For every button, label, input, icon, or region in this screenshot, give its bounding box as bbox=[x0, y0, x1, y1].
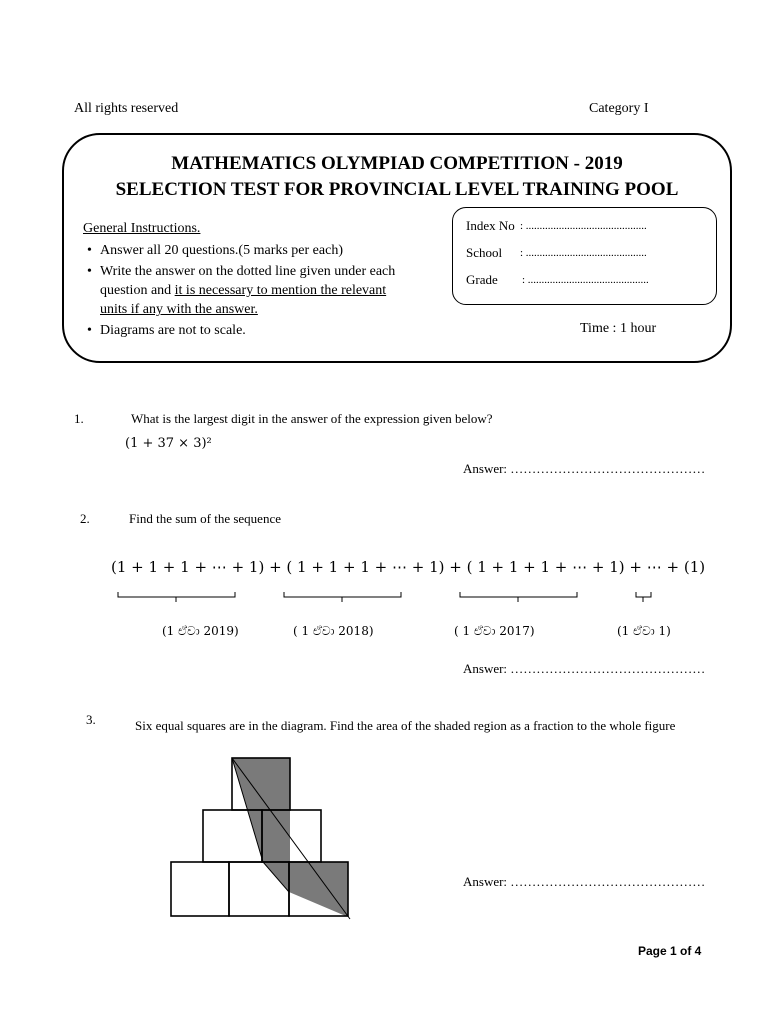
diagonal-line bbox=[232, 758, 350, 919]
bullet-icon: • bbox=[87, 323, 92, 338]
question-1-text: What is the largest digit in the answer of the expression given below? bbox=[131, 411, 493, 426]
question-1-expression: (1 + 37 × 3)² bbox=[125, 436, 212, 451]
instruction-underlined-text: units if any with the answer. bbox=[100, 302, 258, 317]
brace-3 bbox=[460, 592, 577, 602]
instruction-text: Write the answer on the dotted line given under each bbox=[100, 264, 396, 279]
time-limit: Time : 1 hour bbox=[580, 321, 657, 336]
question-3-text: Six equal squares are in the diagram. Find the area of the shaded region as a fraction to the whole figure bbox=[135, 718, 676, 733]
question-1-answer-line[interactable]: Answer: ……………………………………… bbox=[463, 461, 706, 476]
question-2-text: Find the sum of the sequence bbox=[129, 511, 281, 526]
question-3-number: 3. bbox=[86, 712, 96, 727]
school-field[interactable]: : ............................................ bbox=[520, 247, 647, 259]
instruction-text: Answer all 20 questions.(5 marks per each) bbox=[100, 243, 343, 258]
question-3-answer-line[interactable]: Answer: ……………………………………… bbox=[463, 874, 706, 889]
six-squares-diagram bbox=[165, 752, 360, 924]
brace-label-1: (1 ඒවා 2019) bbox=[162, 624, 239, 638]
grade-label: Grade bbox=[466, 272, 498, 287]
brace-label-2: ( 1 ඒවා 2018) bbox=[293, 624, 374, 638]
brace-label-3: ( 1 ඒවා 2017) bbox=[454, 624, 535, 638]
bullet-icon: • bbox=[87, 264, 92, 279]
title-line-2: SELECTION TEST FOR PROVINCIAL LEVEL TRAINING POOL bbox=[115, 179, 679, 200]
question-2-sequence: (1 + 1 + 1 + ⋯ + 1) + ( 1 + 1 + 1 + ⋯ + 1) + ( 1 + 1 + 1 + ⋯ + 1) + ⋯ + (1) bbox=[111, 558, 706, 576]
square-bottom-left bbox=[171, 862, 229, 916]
school-label: School bbox=[466, 245, 503, 260]
index-no-label: Index No bbox=[466, 218, 515, 233]
question-2-answer-line[interactable]: Answer: ……………………………………… bbox=[463, 661, 706, 676]
instructions-heading: General Instructions. bbox=[83, 221, 201, 236]
page-number: Page 1 of 4 bbox=[638, 944, 702, 958]
instruction-text: question and bbox=[100, 283, 175, 298]
bullet-icon: • bbox=[87, 243, 92, 258]
brace-2 bbox=[284, 592, 401, 602]
question-2-number: 2. bbox=[80, 511, 90, 526]
instruction-underlined-text: it is necessary to mention the relevant bbox=[174, 283, 387, 298]
header-category: Category I bbox=[589, 101, 649, 116]
brace-label-4: (1 ඒවා 1) bbox=[617, 624, 671, 638]
index-no-field[interactable]: : ............................................ bbox=[520, 220, 647, 232]
header-rights: All rights reserved bbox=[74, 101, 179, 116]
title-line-1: MATHEMATICS OLYMPIAD COMPETITION - 2019 bbox=[171, 153, 623, 174]
grade-field[interactable]: : ............................................ bbox=[522, 274, 649, 286]
question-1-number: 1. bbox=[74, 411, 84, 426]
instruction-text: Diagrams are not to scale. bbox=[100, 323, 246, 338]
brace-1 bbox=[118, 592, 235, 602]
brace-4 bbox=[636, 592, 651, 602]
